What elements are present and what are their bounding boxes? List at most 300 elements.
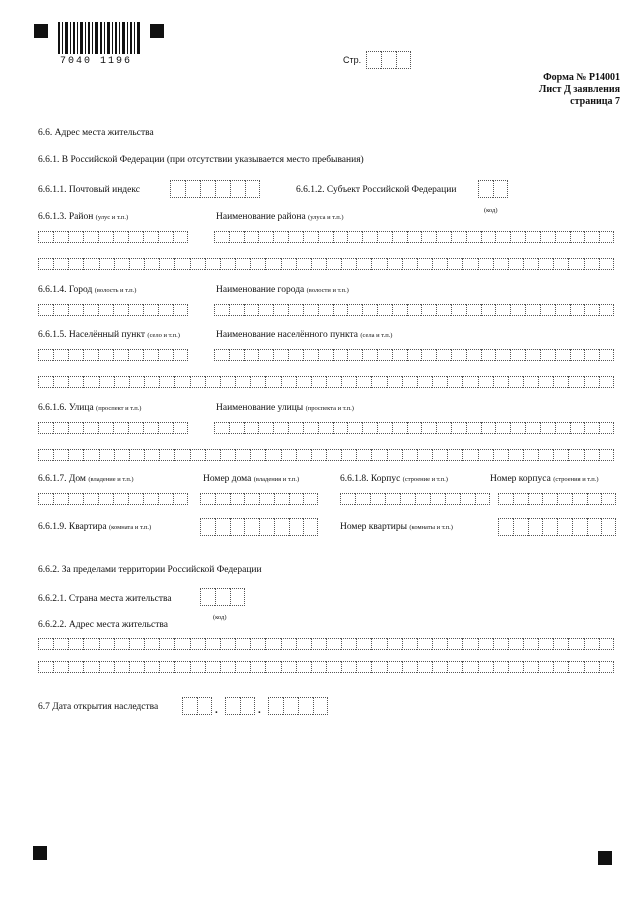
char-cell[interactable] (128, 231, 143, 243)
char-cell[interactable] (144, 638, 159, 650)
char-cell[interactable] (289, 493, 304, 505)
char-cell[interactable] (432, 376, 447, 388)
char-cell[interactable] (244, 422, 259, 434)
char-cell[interactable] (281, 449, 296, 461)
locality-name-field-1[interactable] (214, 349, 614, 361)
char-cell[interactable] (387, 449, 402, 461)
char-cell[interactable] (356, 376, 371, 388)
char-cell[interactable] (250, 449, 265, 461)
char-cell[interactable] (599, 258, 614, 270)
char-cell[interactable] (451, 349, 466, 361)
char-cell[interactable] (599, 231, 614, 243)
char-cell[interactable] (528, 518, 543, 536)
char-cell[interactable] (478, 258, 493, 270)
char-cell[interactable] (229, 422, 244, 434)
char-cell[interactable] (296, 638, 311, 650)
char-cell[interactable] (540, 304, 555, 316)
char-cell[interactable] (436, 231, 451, 243)
char-cell[interactable] (432, 258, 447, 270)
char-cell[interactable] (447, 661, 462, 673)
char-cell[interactable] (510, 349, 525, 361)
char-cell[interactable] (570, 422, 585, 434)
char-cell[interactable] (538, 376, 553, 388)
char-cell[interactable] (553, 258, 568, 270)
char-cell[interactable] (114, 376, 129, 388)
char-cell[interactable] (555, 349, 570, 361)
char-cell[interactable] (144, 661, 159, 673)
char-cell[interactable] (347, 304, 362, 316)
char-cell[interactable] (584, 449, 599, 461)
char-cell[interactable] (572, 518, 587, 536)
char-cell[interactable] (143, 231, 158, 243)
char-cell[interactable] (99, 638, 114, 650)
char-cell[interactable] (432, 661, 447, 673)
char-cell[interactable] (462, 638, 477, 650)
char-cell[interactable] (498, 518, 513, 536)
foreign-address-field-1[interactable] (38, 638, 614, 650)
char-cell[interactable] (258, 422, 273, 434)
char-cell[interactable] (508, 449, 523, 461)
char-cell[interactable] (460, 493, 475, 505)
char-cell[interactable] (387, 258, 402, 270)
char-cell[interactable] (53, 258, 68, 270)
char-cell[interactable] (347, 349, 362, 361)
char-cell[interactable] (174, 449, 189, 461)
char-cell[interactable] (220, 376, 235, 388)
char-cell[interactable] (114, 449, 129, 461)
char-cell[interactable] (114, 661, 129, 673)
char-cell[interactable] (113, 231, 128, 243)
char-cell[interactable] (584, 661, 599, 673)
char-cell[interactable] (540, 349, 555, 361)
char-cell[interactable] (355, 493, 370, 505)
char-cell[interactable] (478, 376, 493, 388)
page-number-boxes[interactable] (366, 51, 411, 69)
char-cell[interactable] (173, 422, 188, 434)
char-cell[interactable] (584, 304, 599, 316)
char-cell[interactable] (265, 638, 280, 650)
char-cell[interactable] (466, 231, 481, 243)
char-cell[interactable] (173, 493, 188, 505)
char-cell[interactable] (451, 304, 466, 316)
street-type-field[interactable] (38, 422, 188, 434)
house-number-field[interactable] (200, 493, 318, 505)
char-cell[interactable] (311, 638, 326, 650)
char-cell[interactable] (258, 231, 273, 243)
char-cell[interactable] (83, 493, 98, 505)
char-cell[interactable] (244, 231, 259, 243)
char-cell[interactable] (229, 231, 244, 243)
char-cell[interactable] (200, 180, 215, 198)
char-cell[interactable] (540, 231, 555, 243)
char-cell[interactable] (83, 449, 98, 461)
char-cell[interactable] (53, 422, 68, 434)
char-cell[interactable] (387, 376, 402, 388)
char-cell[interactable] (159, 376, 174, 388)
char-cell[interactable] (340, 493, 355, 505)
char-cell[interactable] (599, 304, 614, 316)
char-cell[interactable] (113, 349, 128, 361)
char-cell[interactable] (38, 661, 53, 673)
char-cell[interactable] (311, 376, 326, 388)
char-cell[interactable] (326, 376, 341, 388)
char-cell[interactable] (421, 349, 436, 361)
char-cell[interactable] (158, 349, 173, 361)
char-cell[interactable] (523, 258, 538, 270)
char-cell[interactable] (493, 661, 508, 673)
char-cell[interactable] (553, 376, 568, 388)
char-cell[interactable] (220, 638, 235, 650)
char-cell[interactable] (214, 304, 229, 316)
char-cell[interactable] (599, 449, 614, 461)
char-cell[interactable] (159, 258, 174, 270)
char-cell[interactable] (436, 304, 451, 316)
char-cell[interactable] (333, 422, 348, 434)
char-cell[interactable] (495, 349, 510, 361)
char-cell[interactable] (568, 638, 583, 650)
char-cell[interactable] (451, 422, 466, 434)
char-cell[interactable] (215, 180, 230, 198)
district-name-field-1[interactable] (214, 231, 614, 243)
char-cell[interactable] (128, 493, 143, 505)
char-cell[interactable] (68, 638, 83, 650)
char-cell[interactable] (235, 638, 250, 650)
char-cell[interactable] (250, 258, 265, 270)
char-cell[interactable] (128, 349, 143, 361)
char-cell[interactable] (230, 588, 245, 606)
char-cell[interactable] (98, 231, 113, 243)
char-cell[interactable] (265, 376, 280, 388)
char-cell[interactable] (244, 493, 259, 505)
char-cell[interactable] (462, 661, 477, 673)
char-cell[interactable] (481, 231, 496, 243)
char-cell[interactable] (432, 638, 447, 650)
char-cell[interactable] (296, 258, 311, 270)
building-type-field[interactable] (340, 493, 490, 505)
char-cell[interactable] (129, 449, 144, 461)
char-cell[interactable] (158, 231, 173, 243)
char-cell[interactable] (229, 349, 244, 361)
char-cell[interactable] (525, 231, 540, 243)
char-cell[interactable] (421, 231, 436, 243)
char-cell[interactable] (599, 422, 614, 434)
char-cell[interactable] (244, 518, 259, 536)
char-cell[interactable] (318, 422, 333, 434)
char-cell[interactable] (584, 638, 599, 650)
char-cell[interactable] (68, 349, 83, 361)
char-cell[interactable] (158, 304, 173, 316)
city-type-field[interactable] (38, 304, 188, 316)
char-cell[interactable] (387, 661, 402, 673)
char-cell[interactable] (387, 638, 402, 650)
char-cell[interactable] (447, 258, 462, 270)
char-cell[interactable] (190, 661, 205, 673)
char-cell[interactable] (250, 376, 265, 388)
char-cell[interactable] (311, 258, 326, 270)
char-cell[interactable] (98, 493, 113, 505)
char-cell[interactable] (587, 518, 602, 536)
char-cell[interactable] (371, 258, 386, 270)
char-cell[interactable] (584, 422, 599, 434)
foreign-address-field-2[interactable] (38, 661, 614, 673)
char-cell[interactable] (129, 376, 144, 388)
char-cell[interactable] (599, 638, 614, 650)
char-cell[interactable] (417, 376, 432, 388)
char-cell[interactable] (555, 231, 570, 243)
char-cell[interactable] (495, 231, 510, 243)
char-cell[interactable] (38, 422, 53, 434)
char-cell[interactable] (265, 449, 280, 461)
char-cell[interactable] (599, 661, 614, 673)
char-cell[interactable] (371, 449, 386, 461)
char-cell[interactable] (493, 180, 508, 198)
char-cell[interactable] (498, 493, 513, 505)
char-cell[interactable] (553, 449, 568, 461)
char-cell[interactable] (478, 661, 493, 673)
char-cell[interactable] (568, 258, 583, 270)
char-cell[interactable] (99, 661, 114, 673)
char-cell[interactable] (475, 493, 490, 505)
char-cell[interactable] (451, 231, 466, 243)
char-cell[interactable] (274, 493, 289, 505)
char-cell[interactable] (508, 638, 523, 650)
char-cell[interactable] (525, 422, 540, 434)
char-cell[interactable] (371, 376, 386, 388)
char-cell[interactable] (235, 661, 250, 673)
char-cell[interactable] (244, 349, 259, 361)
char-cell[interactable] (174, 638, 189, 650)
region-code-field[interactable] (478, 180, 508, 198)
char-cell[interactable] (159, 661, 174, 673)
char-cell[interactable] (326, 661, 341, 673)
char-cell[interactable] (281, 376, 296, 388)
char-cell[interactable] (478, 449, 493, 461)
char-cell[interactable] (417, 449, 432, 461)
char-cell[interactable] (190, 449, 205, 461)
char-cell[interactable] (83, 422, 98, 434)
char-cell[interactable] (220, 449, 235, 461)
char-cell[interactable] (417, 638, 432, 650)
char-cell[interactable] (205, 661, 220, 673)
char-cell[interactable] (326, 449, 341, 461)
char-cell[interactable] (268, 697, 283, 715)
char-cell[interactable] (83, 661, 98, 673)
inheritance-date-year[interactable] (268, 697, 328, 715)
char-cell[interactable] (220, 258, 235, 270)
char-cell[interactable] (205, 638, 220, 650)
char-cell[interactable] (584, 349, 599, 361)
char-cell[interactable] (214, 231, 229, 243)
char-cell[interactable] (447, 638, 462, 650)
char-cell[interactable] (98, 422, 113, 434)
char-cell[interactable] (53, 376, 68, 388)
char-cell[interactable] (587, 493, 602, 505)
char-cell[interactable] (200, 588, 215, 606)
char-cell[interactable] (68, 231, 83, 243)
char-cell[interactable] (215, 588, 230, 606)
char-cell[interactable] (298, 697, 313, 715)
char-cell[interactable] (281, 258, 296, 270)
char-cell[interactable] (493, 258, 508, 270)
char-cell[interactable] (402, 449, 417, 461)
char-cell[interactable] (402, 258, 417, 270)
char-cell[interactable] (538, 449, 553, 461)
char-cell[interactable] (288, 304, 303, 316)
char-cell[interactable] (235, 258, 250, 270)
char-cell[interactable] (190, 376, 205, 388)
char-cell[interactable] (83, 304, 98, 316)
char-cell[interactable] (362, 231, 377, 243)
char-cell[interactable] (542, 493, 557, 505)
char-cell[interactable] (377, 304, 392, 316)
char-cell[interactable] (38, 376, 53, 388)
char-cell[interactable] (313, 697, 328, 715)
char-cell[interactable] (402, 661, 417, 673)
char-cell[interactable] (215, 518, 230, 536)
postal-index-field[interactable] (170, 180, 260, 198)
char-cell[interactable] (144, 449, 159, 461)
char-cell[interactable] (38, 493, 53, 505)
char-cell[interactable] (68, 304, 83, 316)
locality-type-field[interactable] (38, 349, 188, 361)
char-cell[interactable] (466, 422, 481, 434)
char-cell[interactable] (113, 304, 128, 316)
char-cell[interactable] (83, 258, 98, 270)
char-cell[interactable] (128, 422, 143, 434)
char-cell[interactable] (114, 638, 129, 650)
char-cell[interactable] (421, 304, 436, 316)
char-cell[interactable] (113, 493, 128, 505)
char-cell[interactable] (481, 304, 496, 316)
char-cell[interactable] (570, 304, 585, 316)
char-cell[interactable] (129, 661, 144, 673)
char-cell[interactable] (362, 304, 377, 316)
char-cell[interactable] (493, 449, 508, 461)
char-cell[interactable] (53, 231, 68, 243)
char-cell[interactable] (144, 376, 159, 388)
char-cell[interactable] (341, 449, 356, 461)
char-cell[interactable] (370, 493, 385, 505)
char-cell[interactable] (407, 349, 422, 361)
char-cell[interactable] (356, 258, 371, 270)
char-cell[interactable] (68, 422, 83, 434)
house-type-field[interactable] (38, 493, 188, 505)
char-cell[interactable] (362, 349, 377, 361)
char-cell[interactable] (599, 349, 614, 361)
char-cell[interactable] (436, 422, 451, 434)
char-cell[interactable] (190, 638, 205, 650)
char-cell[interactable] (333, 231, 348, 243)
char-cell[interactable] (83, 376, 98, 388)
char-cell[interactable] (215, 493, 230, 505)
char-cell[interactable] (478, 180, 493, 198)
char-cell[interactable] (303, 349, 318, 361)
char-cell[interactable] (53, 349, 68, 361)
char-cell[interactable] (113, 422, 128, 434)
char-cell[interactable] (230, 180, 245, 198)
char-cell[interactable] (99, 376, 114, 388)
building-number-field[interactable] (498, 493, 616, 505)
char-cell[interactable] (158, 493, 173, 505)
char-cell[interactable] (568, 376, 583, 388)
char-cell[interactable] (173, 231, 188, 243)
char-cell[interactable] (572, 493, 587, 505)
char-cell[interactable] (205, 376, 220, 388)
char-cell[interactable] (250, 638, 265, 650)
char-cell[interactable] (273, 349, 288, 361)
char-cell[interactable] (466, 349, 481, 361)
char-cell[interactable] (508, 258, 523, 270)
char-cell[interactable] (68, 258, 83, 270)
char-cell[interactable] (244, 304, 259, 316)
char-cell[interactable] (98, 304, 113, 316)
char-cell[interactable] (265, 258, 280, 270)
char-cell[interactable] (493, 638, 508, 650)
char-cell[interactable] (229, 304, 244, 316)
char-cell[interactable] (143, 422, 158, 434)
char-cell[interactable] (432, 449, 447, 461)
char-cell[interactable] (311, 449, 326, 461)
inheritance-date-day[interactable] (182, 697, 212, 715)
char-cell[interactable] (417, 661, 432, 673)
apartment-type-field[interactable] (200, 518, 318, 536)
char-cell[interactable] (584, 376, 599, 388)
char-cell[interactable] (430, 493, 445, 505)
locality-name-field-2[interactable] (38, 376, 614, 388)
char-cell[interactable] (392, 231, 407, 243)
char-cell[interactable] (259, 493, 274, 505)
char-cell[interactable] (143, 304, 158, 316)
char-cell[interactable] (400, 493, 415, 505)
district-type-field[interactable] (38, 231, 188, 243)
char-cell[interactable] (407, 422, 422, 434)
char-cell[interactable] (83, 231, 98, 243)
char-cell[interactable] (341, 638, 356, 650)
char-cell[interactable] (371, 638, 386, 650)
char-cell[interactable] (540, 422, 555, 434)
char-cell[interactable] (385, 493, 400, 505)
char-cell[interactable] (53, 304, 68, 316)
char-cell[interactable] (347, 231, 362, 243)
char-cell[interactable] (38, 349, 53, 361)
char-cell[interactable] (129, 638, 144, 650)
char-cell[interactable] (528, 493, 543, 505)
char-cell[interactable] (144, 258, 159, 270)
char-cell[interactable] (205, 449, 220, 461)
char-cell[interactable] (283, 697, 298, 715)
char-cell[interactable] (508, 661, 523, 673)
char-cell[interactable] (415, 493, 430, 505)
char-cell[interactable] (38, 638, 53, 650)
char-cell[interactable] (174, 661, 189, 673)
char-cell[interactable] (508, 376, 523, 388)
char-cell[interactable] (481, 422, 496, 434)
char-cell[interactable] (273, 422, 288, 434)
char-cell[interactable] (513, 493, 528, 505)
char-cell[interactable] (510, 231, 525, 243)
char-cell[interactable] (303, 231, 318, 243)
char-cell[interactable] (555, 304, 570, 316)
char-cell[interactable] (568, 449, 583, 461)
char-cell[interactable] (538, 638, 553, 650)
char-cell[interactable] (38, 304, 53, 316)
char-cell[interactable] (318, 304, 333, 316)
char-cell[interactable] (447, 449, 462, 461)
char-cell[interactable] (362, 422, 377, 434)
char-cell[interactable] (288, 422, 303, 434)
char-cell[interactable] (303, 304, 318, 316)
char-cell[interactable] (462, 258, 477, 270)
